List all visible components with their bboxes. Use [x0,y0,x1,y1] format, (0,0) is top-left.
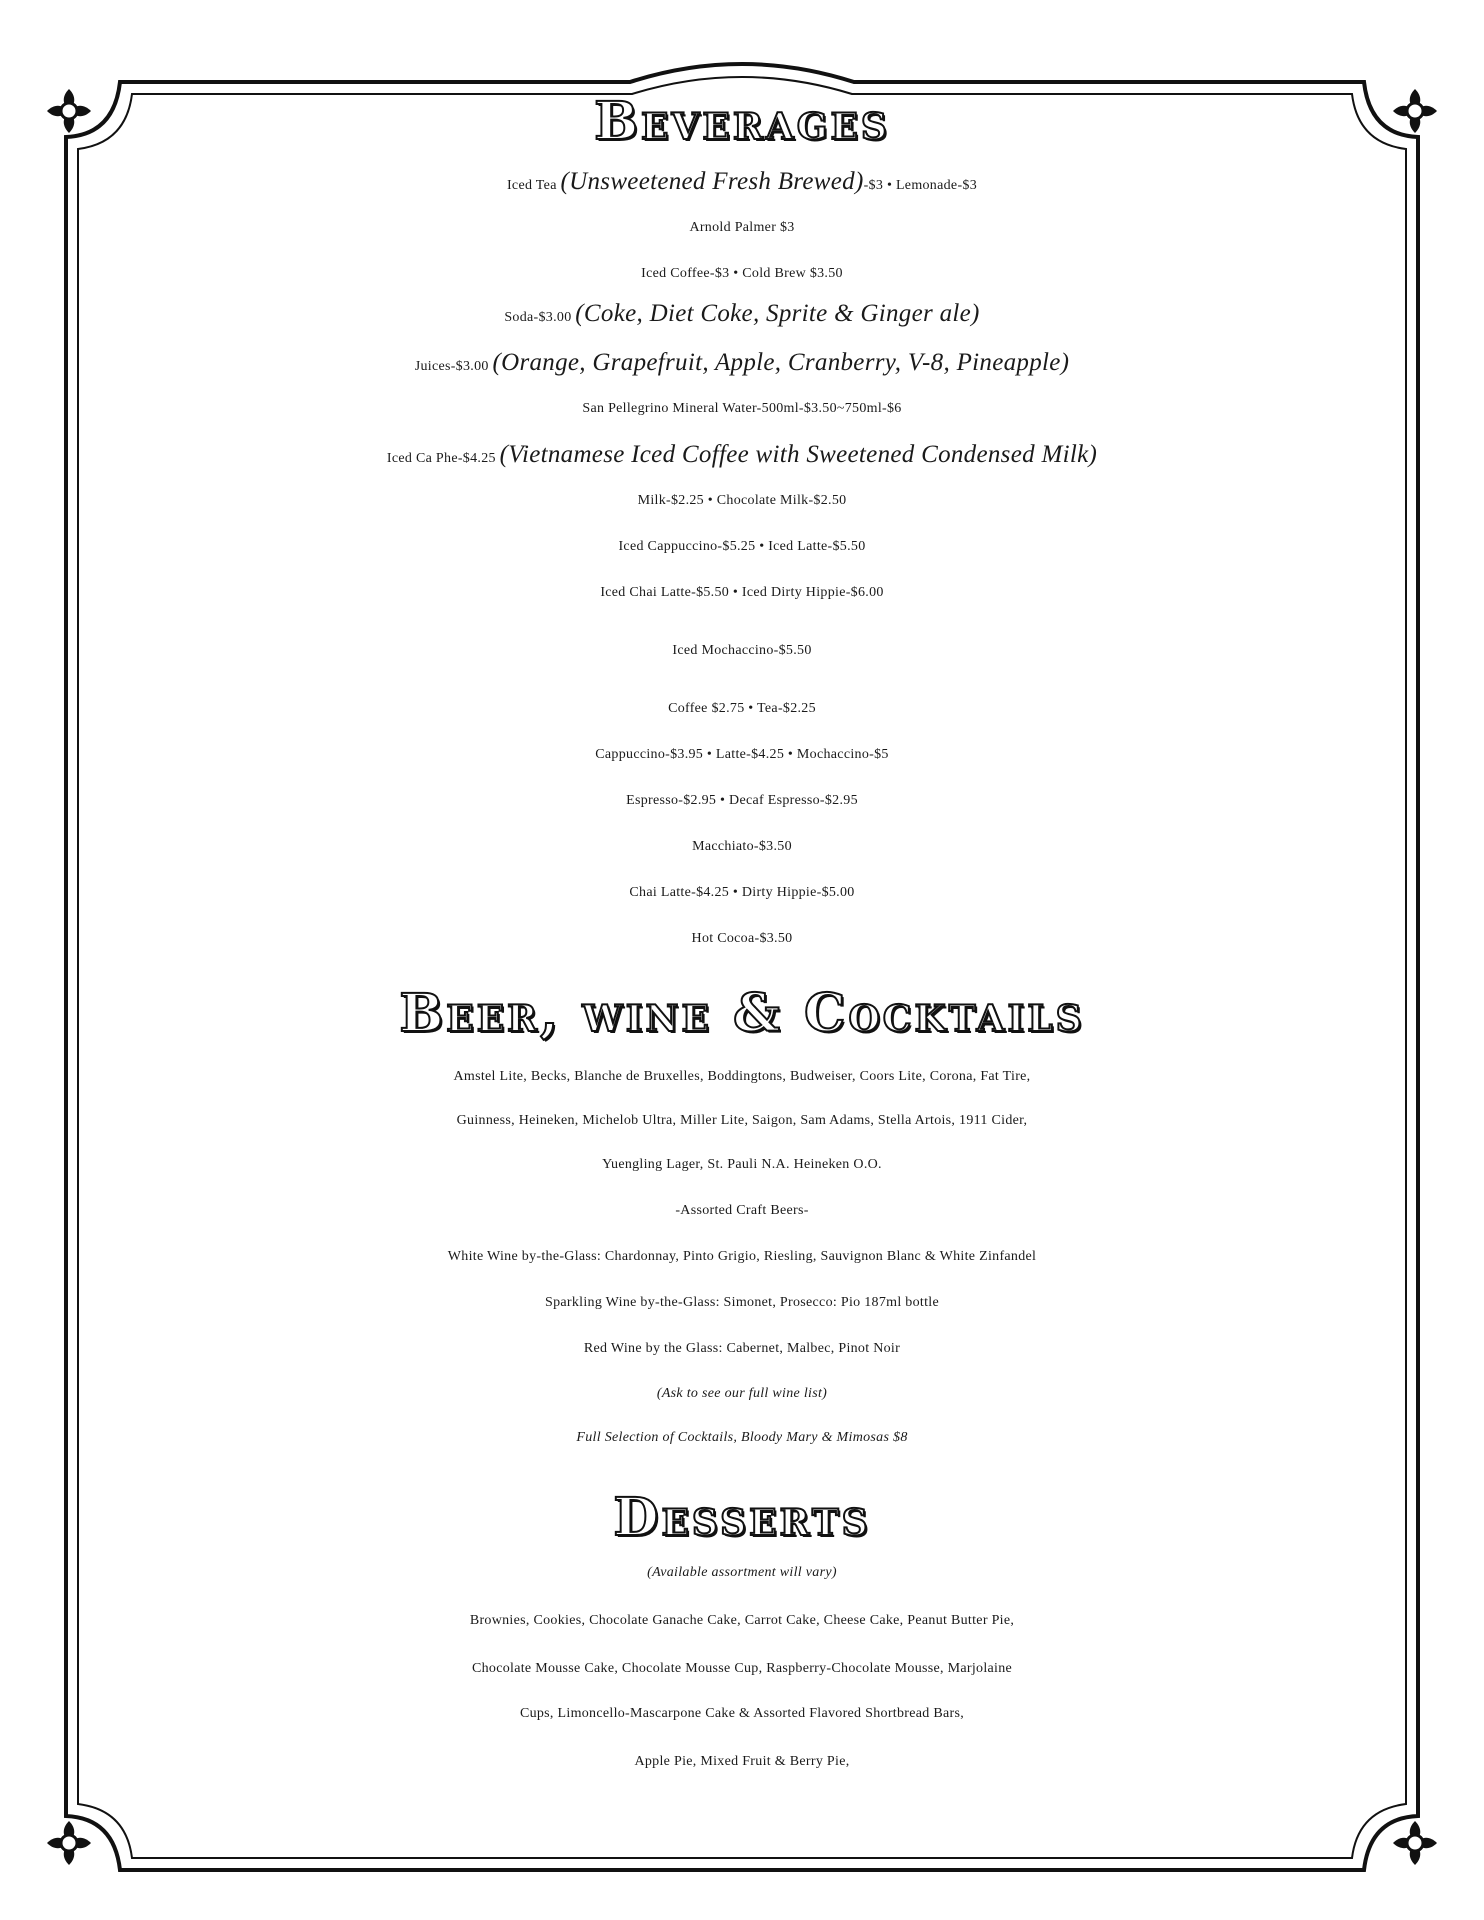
cocktails-note: Full Selection of Cocktails, Bloody Mary & Mimosas $8 [576,1430,908,1445]
menu-line: Macchiato-$3.50 [692,839,792,854]
menu-line: Iced Cappuccino-$5.25 • Iced Latte-$5.50 [618,539,866,554]
red-wine-line: Red Wine by the Glass: Cabernet, Malbec, Pinot Noir [583,1341,901,1356]
menu-line: Iced Ca Phe-$4.25 (Vietnamese Iced Coffee with Sweetened Condensed Milk) [386,441,1098,468]
desserts-heading: Desserts [613,1487,871,1548]
menu-line: Iced Mochaccino-$5.50 [672,643,812,658]
menu-line: Arnold Palmer $3 [689,220,795,235]
menu-line: Coffee $2.75 • Tea-$2.25 [668,701,816,716]
menu-line: Juices-$3.00 (Orange, Grapefruit, Apple, Cranberry, V-8, Pineapple) [414,349,1070,376]
menu-line: Chai Latte-$4.25 • Dirty Hippie-$5.00 [629,885,855,900]
menu-line: Milk-$2.25 • Chocolate Milk-$2.50 [637,493,847,508]
menu-line: Iced Tea (Unsweetened Fresh Brewed)-$3 • Lemonade-$3 [506,168,978,195]
beer-line: Amstel Lite, Becks, Blanche de Bruxelles, Boddingtons, Budweiser, Coors Lite, Corona, Fat Tire, [453,1069,1031,1084]
fleur-de-lis-icon [1390,1818,1440,1868]
desserts-note: (Available assortment will vary) [647,1565,837,1580]
desserts-line: Chocolate Mousse Cake, Chocolate Mousse Cup, Raspberry-Chocolate Mousse, Marjolaine [471,1661,1013,1676]
beer-line: Yuengling Lager, St. Pauli N.A. Heineken O.O. [602,1157,882,1172]
craft-beers-line: -Assorted Craft Beers- [675,1203,809,1218]
beer-line: Guinness, Heineken, Michelob Ultra, Miller Lite, Saigon, Sam Adams, Stella Artois, 1911 Cider, [456,1113,1028,1128]
desserts-line: Brownies, Cookies, Chocolate Ganache Cake, Carrot Cake, Cheese Cake, Peanut Butter Pie, [469,1613,1015,1628]
menu-line: Soda-$3.00 (Coke, Diet Coke, Sprite & Ginger ale) [504,300,980,327]
wine-list-note: (Ask to see our full wine list) [656,1386,828,1401]
menu-line: Hot Cocoa-$3.50 [691,931,793,946]
desserts-line: Apple Pie, Mixed Fruit & Berry Pie, [634,1754,850,1769]
menu-line: Cappuccino-$3.95 • Latte-$4.25 • Mochaccino-$5 [595,747,889,762]
menu-line: Espresso-$2.95 • Decaf Espresso-$2.95 [626,793,858,808]
sparkling-wine-line: Sparkling Wine by-the-Glass: Simonet, Prosecco: Pio 187ml bottle [544,1295,939,1310]
menu-line: Iced Chai Latte-$5.50 • Iced Dirty Hippie-$6.00 [600,585,884,600]
desserts-line: Cups, Limoncello-Mascarpone Cake & Assorted Flavored Shortbread Bars, [519,1706,965,1721]
menu-line: Iced Coffee-$3 • Cold Brew $3.50 [641,266,843,281]
beer-wine-cocktails-heading: Beer, wine & Cocktails [399,983,1085,1044]
fleur-de-lis-icon [44,1818,94,1868]
menu-line: San Pellegrino Mineral Water-500ml-$3.50~750ml-$6 [582,401,902,416]
white-wine-line: White Wine by-the-Glass: Chardonnay, Pinto Grigio, Riesling, Sauvignon Blanc & White Zinfandel [447,1249,1037,1264]
beverages-heading: Beverages [594,91,890,152]
